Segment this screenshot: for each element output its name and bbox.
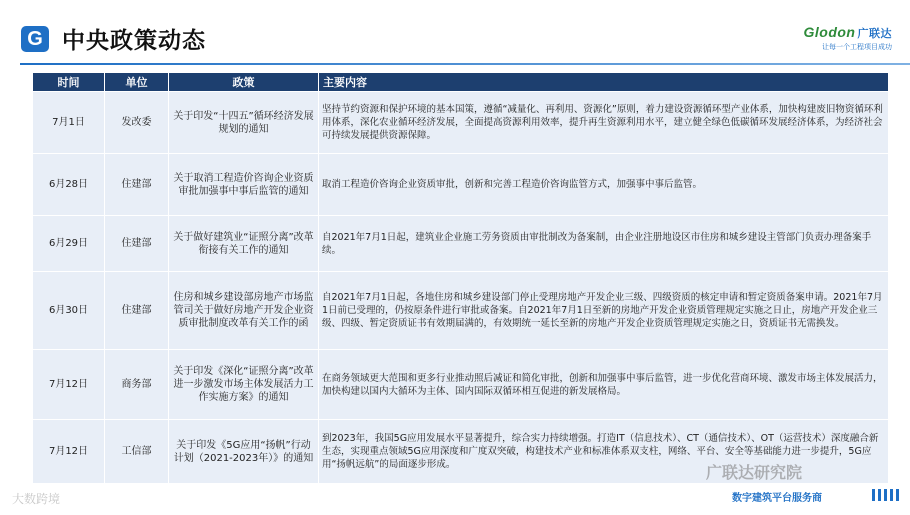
page-header — [0, 0, 910, 66]
brand-logo — [804, 24, 893, 52]
column-header-content: 主要内容 — [319, 73, 889, 92]
row-policy: 住房和城乡建设部房地产市场监管司关于做好房地产开发企业资质审批制度改革有关工作的函 — [169, 272, 319, 350]
row-content: 取消工程造价咨询企业资质审批，创新和完善工程造价咨询监管方式，加强事中事后监管。 — [319, 154, 889, 216]
row-date: 7月1日 — [33, 92, 105, 154]
brand-slogan: 让每一个工程项目成功 — [822, 43, 892, 51]
row-policy: 关于印发“十四五”循环经济发展规划的通知 — [169, 92, 319, 154]
glodon-logo-icon: G — [21, 26, 49, 52]
brand-name — [804, 24, 893, 41]
row-date: 6月29日 — [33, 216, 105, 272]
column-header-date: 时间 — [33, 73, 105, 92]
row-dept: 工信部 — [105, 420, 169, 484]
row-content: 在商务领域更大范围和更多行业推动照后减证和简化审批，创新和加强事中事后监管，进一步优化营商环境、激发市场主体发展活力，加快构建以国内大循环为主体、国内国际双循环相互促进的新发展格局。 — [319, 350, 889, 420]
row-dept: 住建部 — [105, 154, 169, 216]
page-title: 中央政策动态 — [62, 28, 206, 54]
row-dept: 商务部 — [105, 350, 169, 420]
header-divider — [20, 63, 910, 65]
row-content: 自2021年7月1日起，各地住房和城乡建设部门停止受理房地产开发企业三级、四级资质的核定申请和暂定资质备案申请。2021年7月1日前已受理的，仍按原条件进行审批或备案。自2021年7月1日至新的房地产开发企业资质管理规定实施之日止，房地产开发企业三级、四级、暂定资质证书有效期届满的，有效期统一延长至新的房地产开发企业资质管理规定实施之日，资质证书无需换发。 — [319, 272, 889, 350]
row-policy: 关于印发《深化“证照分离”改革进一步激发市场主体发展活力工作实施方案》的通知 — [169, 350, 319, 420]
row-policy: 关于取消工程造价咨询企业资质审批加强事中事后监管的通知 — [169, 154, 319, 216]
row-dept: 住建部 — [105, 272, 169, 350]
row-policy: 关于做好建筑业“证照分离”改革衔接有关工作的通知 — [169, 216, 319, 272]
watermark-right: 广联达研究院 — [706, 463, 803, 482]
brand-name-cn: 广联达 — [857, 28, 892, 40]
policy-table — [32, 72, 889, 484]
row-date: 7月12日 — [33, 350, 105, 420]
row-content: 坚持节约资源和保护环境的基本国策，遵循“减量化、再利用、资源化”原则，着力建设资源循环型产业体系，加快构建废旧物资循环利用体系，深化农业循环经济发展，全面提高资源利用效率，提升再生资源利用水平，建立健全绿色低碳循环发展经济体系，为经济社会可持续发展提供资源保障。 — [319, 92, 889, 154]
row-date: 6月28日 — [33, 154, 105, 216]
row-dept: 发改委 — [105, 92, 169, 154]
footer-service-text: 数字建筑平台服务商 — [732, 493, 822, 504]
table-header-row — [33, 73, 889, 92]
brand-name-latin: Glodon — [803, 24, 856, 40]
row-date: 7月12日 — [33, 420, 105, 484]
table-row — [33, 92, 889, 154]
row-content: 自2021年7月1日起，建筑业企业施工劳务资质由审批制改为备案制，由企业注册地设区市住房和城乡建设主管部门负责办理备案手续。 — [319, 216, 889, 272]
table-row — [33, 216, 889, 272]
column-header-dept: 单位 — [105, 73, 169, 92]
table-row — [33, 272, 889, 350]
row-policy: 关于印发《5G应用“扬帆”行动计划（2021-2023年）》的通知 — [169, 420, 319, 484]
row-date: 6月30日 — [33, 272, 105, 350]
row-dept: 住建部 — [105, 216, 169, 272]
watermark-left: 大数跨境 — [12, 492, 61, 506]
row-content: 到2023年，我国5G应用发展水平显著提升，综合实力持续增强。打造IT（信息技术）、CT（通信技术）、OT（运营技术）深度融合新生态，实现重点领域5G应用深度和广度双突破，构建技术产业和标准体系双支柱，网络、平台、安全等基础能力进一步提升，5G应用“扬帆远航”的局面逐步形成。 — [319, 420, 889, 484]
table-row — [33, 350, 889, 420]
table-row — [33, 154, 889, 216]
column-header-policy: 政策 — [169, 73, 319, 92]
footer-stripes-icon — [872, 488, 906, 502]
